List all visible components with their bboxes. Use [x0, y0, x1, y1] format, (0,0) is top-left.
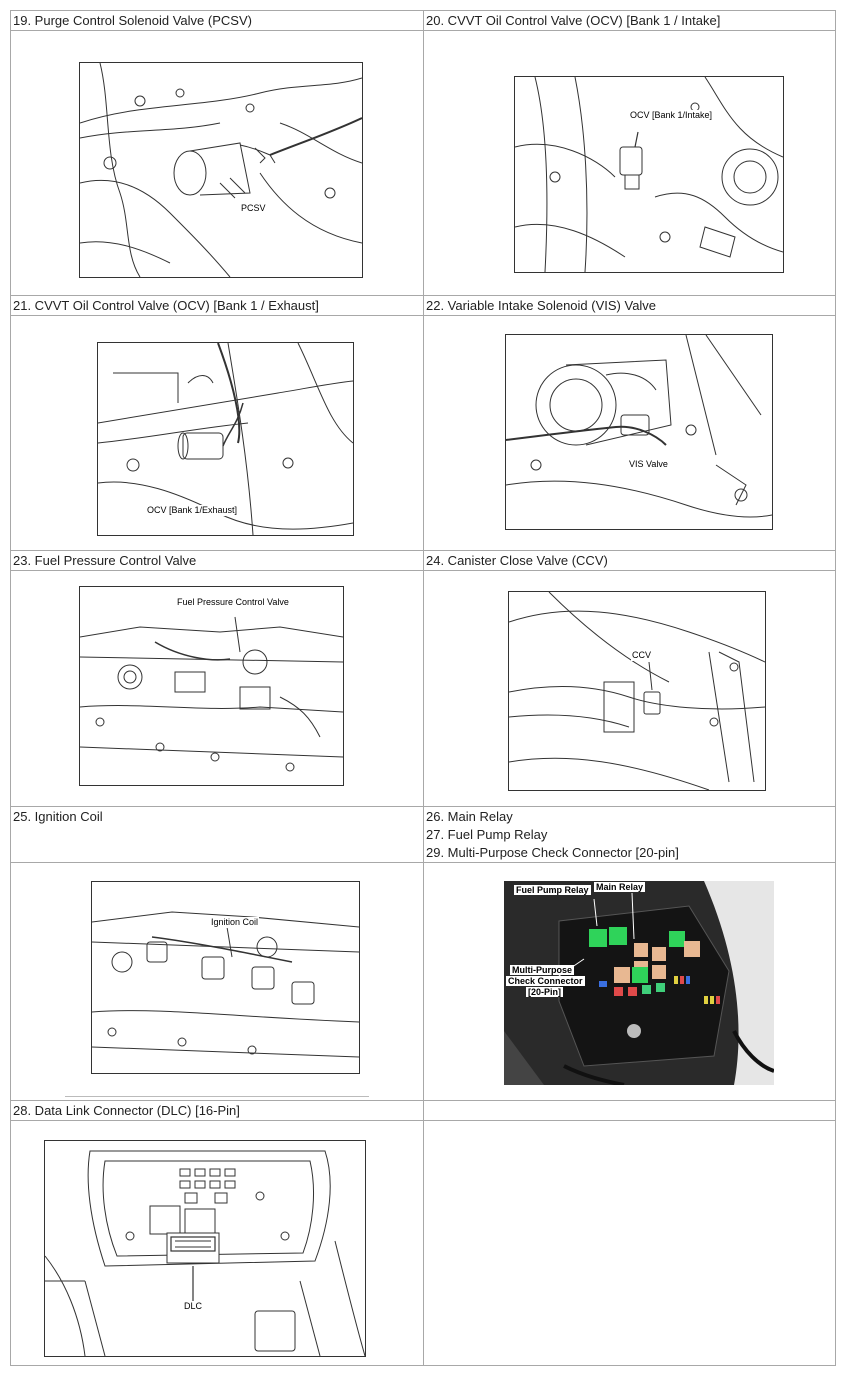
header-cell-28 [10, 1100, 424, 1121]
header-cell-24 [423, 550, 836, 571]
dlc-illustration [45, 1141, 365, 1356]
callout-multi-purpose-3: [20-Pin] [528, 987, 562, 997]
divider-line [65, 1096, 369, 1097]
ccv-diagram [508, 591, 766, 791]
ignition-coil-diagram [91, 881, 360, 1074]
header-text: 22. Variable Intake Solenoid (VIS) Valve [426, 298, 657, 313]
vis-illustration [506, 335, 772, 529]
callout-multi-purpose-2: Check Connector [508, 976, 583, 986]
header-cell-empty [423, 1100, 836, 1121]
header-text: 21. CVVT Oil Control Valve (OCV) [Bank 1 / Exhaust] [13, 298, 319, 313]
header-text: 23. Fuel Pressure Control Valve [13, 553, 197, 568]
header-cell-20 [423, 10, 836, 31]
header-text: 27. Fuel Pump Relay [426, 827, 548, 842]
callout-dlc: DLC [184, 1301, 203, 1311]
fuel-pressure-valve-illustration [80, 587, 343, 785]
image-cell-28 [10, 1120, 424, 1366]
ccv-illustration [509, 592, 765, 790]
image-cell-empty [423, 1120, 836, 1366]
dlc-diagram [44, 1140, 366, 1357]
header-cell-21 [10, 295, 424, 316]
ocv-intake-diagram [514, 76, 784, 273]
image-cell-21 [10, 315, 424, 551]
image-cell-24 [423, 570, 836, 807]
header-text: 20. CVVT Oil Control Valve (OCV) [Bank 1 / Intake] [426, 13, 721, 28]
vis-diagram [505, 334, 773, 530]
ignition-coil-illustration [92, 882, 359, 1073]
header-text: 28. Data Link Connector (DLC) [16-Pin] [13, 1103, 240, 1118]
callout-fuel-pump-relay: Fuel Pump Relay [516, 885, 589, 895]
header-text: 24. Canister Close Valve (CCV) [426, 553, 608, 568]
fuel-pressure-valve-diagram [79, 586, 344, 786]
callout-ocv-intake: OCV [Bank 1/Intake] [630, 110, 713, 120]
relay-box-photo [504, 881, 774, 1085]
header-cell-26-27-29 [423, 806, 836, 863]
image-cell-23 [10, 570, 424, 807]
header-text: 19. Purge Control Solenoid Valve (PCSV) [13, 13, 252, 28]
callout-pcsv: PCSV [241, 203, 266, 213]
ocv-intake-illustration [515, 77, 783, 272]
callout-multi-purpose-1: Multi-Purpose [512, 965, 572, 975]
image-cell-26-27-29 [423, 862, 836, 1101]
callout-ignition-coil: Ignition Coil [211, 917, 259, 927]
pcsv-diagram [79, 62, 363, 278]
header-text: 26. Main Relay [426, 809, 513, 824]
header-cell-23 [10, 550, 424, 571]
header-cell-22 [423, 295, 836, 316]
component-location-table [10, 10, 836, 1366]
callout-ocv-exhaust: OCV [Bank 1/Exhaust] [147, 505, 238, 515]
header-text: 25. Ignition Coil [13, 809, 103, 824]
pcsv-illustration [80, 63, 362, 277]
header-cell-25 [10, 806, 424, 863]
image-cell-19 [10, 30, 424, 296]
image-cell-22 [423, 315, 836, 551]
image-cell-25 [10, 862, 424, 1101]
image-cell-20 [423, 30, 836, 296]
callout-vis: VIS Valve [629, 459, 668, 469]
callout-main-relay: Main Relay [596, 882, 644, 892]
ocv-exhaust-diagram [97, 342, 354, 536]
callout-ccv: CCV [632, 650, 652, 660]
callout-fuel-pressure-valve: Fuel Pressure Control Valve [177, 597, 289, 607]
header-cell-19 [10, 10, 424, 31]
header-text: 29. Multi-Purpose Check Connector [20-pin] [426, 845, 679, 860]
